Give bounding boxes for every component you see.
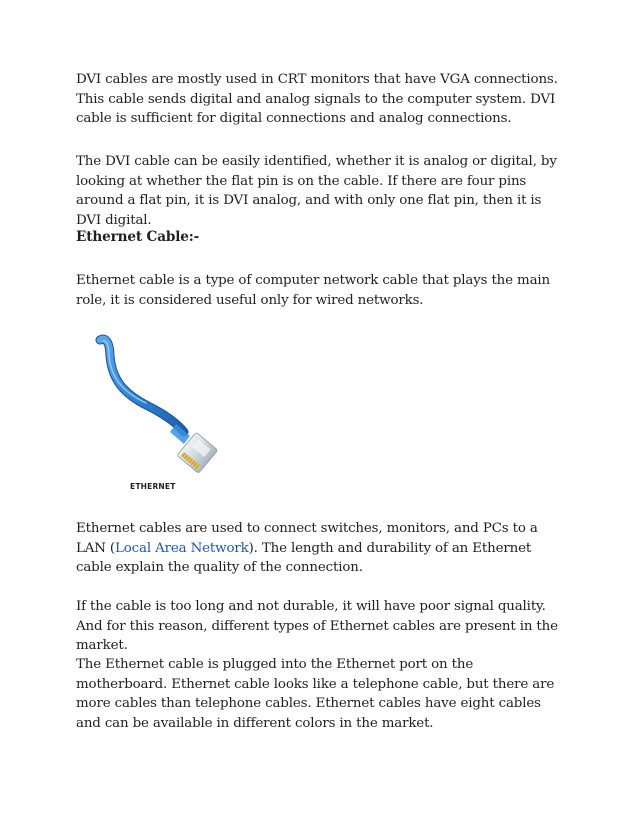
paragraph-dvi-usage: DVI cables are mostly used in CRT monitors that have VGA connections. This cable sends digital and analog signals to the computer system. DVI cable is sufficient for digital connections and analog connections. xyxy=(76,72,558,126)
paragraph-ethernet-intro: Ethernet cable is a type of computer network cable that plays the main role, it is considered useful only for wired networks. xyxy=(76,273,551,308)
paragraph-ethernet-usage xyxy=(76,519,566,578)
local-area-network-link[interactable]: Local Area Network xyxy=(115,540,249,556)
figure-caption: ETHERNET xyxy=(130,482,176,491)
paragraph-ethernet-quality: If the cable is too long and not durable, it will have poor signal quality. And for this reason, different types of Ethernet cables are present in the market. xyxy=(76,599,558,653)
paragraph-dvi-identification: The DVI cable can be easily identified, whether it is analog or digital, by looking at whether the flat pin is on the cable. If there are four pins around a flat pin, it is DVI analog, and with only one flat pin, then it is DVI digital. xyxy=(76,154,557,228)
text-segment: ). The length and durability of an Ethernet cable explain the quality of the connection. xyxy=(76,540,532,575)
section-heading-ethernet: Ethernet Cable:- xyxy=(76,229,200,245)
paragraph-ethernet-port: The Ethernet cable is plugged into the Ethernet port on the motherboard. Ethernet cable looks like a telephone cable, but there are more cables than telephone cables. Ethernet cables have eight cables and can be available in different colors in the market. xyxy=(76,657,555,731)
ethernet-cable-icon xyxy=(76,332,226,482)
ethernet-cable-image xyxy=(76,332,226,492)
text-segment: Ethernet cables are used to connect switches, monitors, and PCs to a LAN ( xyxy=(76,521,538,556)
